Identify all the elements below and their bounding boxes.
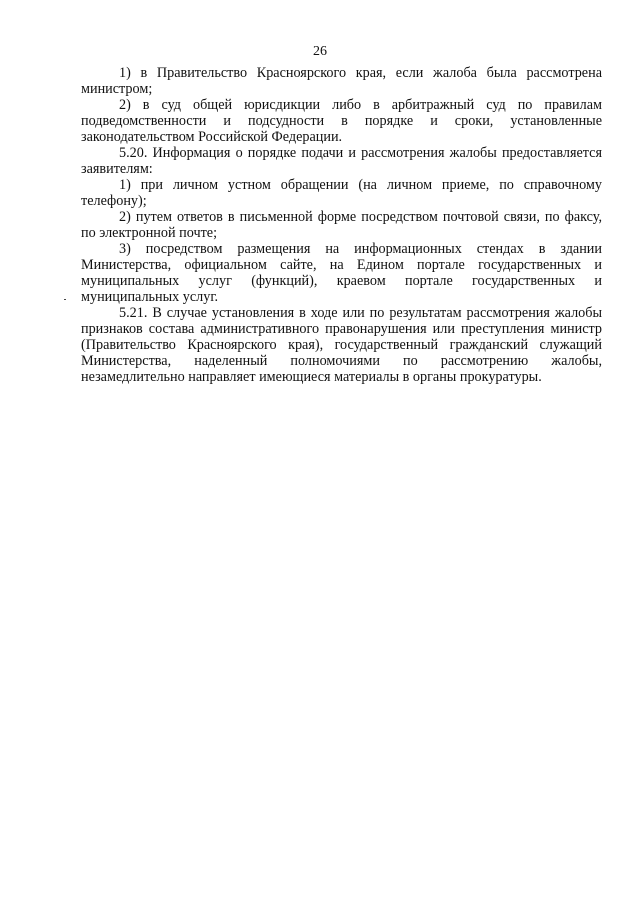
paragraph-appeal-court: 2) в суд общей юрисдикции либо в арбитражный суд по правилам подведомственности и подсудности в порядке и сроки, установленные законодательством Российской Федерации. — [81, 97, 602, 145]
page-number: 26 — [313, 44, 327, 59]
scan-speck — [64, 299, 66, 300]
paragraph-info-stands: 3) посредством размещения на информационных стендах в здании Министерства, официальном сайте, на Едином портале государственных и муниципальных услуг (функций), краевом портале государственных и муниципальных услуг. — [81, 241, 602, 305]
document-body — [81, 65, 602, 385]
paragraph-oral-request: 1) при личном устном обращении (на личном приеме, по справочному телефону); — [81, 177, 602, 209]
paragraph-written-answers: 2) путем ответов в письменной форме посредством почтовой связи, по факсу, по электронной почте; — [81, 209, 602, 241]
paragraph-5-20: 5.20. Информация о порядке подачи и рассмотрения жалобы предоставляется заявителям: — [81, 145, 602, 177]
paragraph-5-21: 5.21. В случае установления в ходе или по результатам рассмотрения жалобы признаков состава административного правонарушения или преступления министр (Правительство Красноярского края), государственный гражданский служащий Министерства, наделенный полномочиями по рассмотрению жалобы, незамедлительно направляет имеющиеся материалы в органы прокуратуры. — [81, 305, 602, 385]
paragraph-appeal-government: 1) в Правительство Красноярского края, если жалоба была рассмотрена министром; — [81, 65, 602, 97]
